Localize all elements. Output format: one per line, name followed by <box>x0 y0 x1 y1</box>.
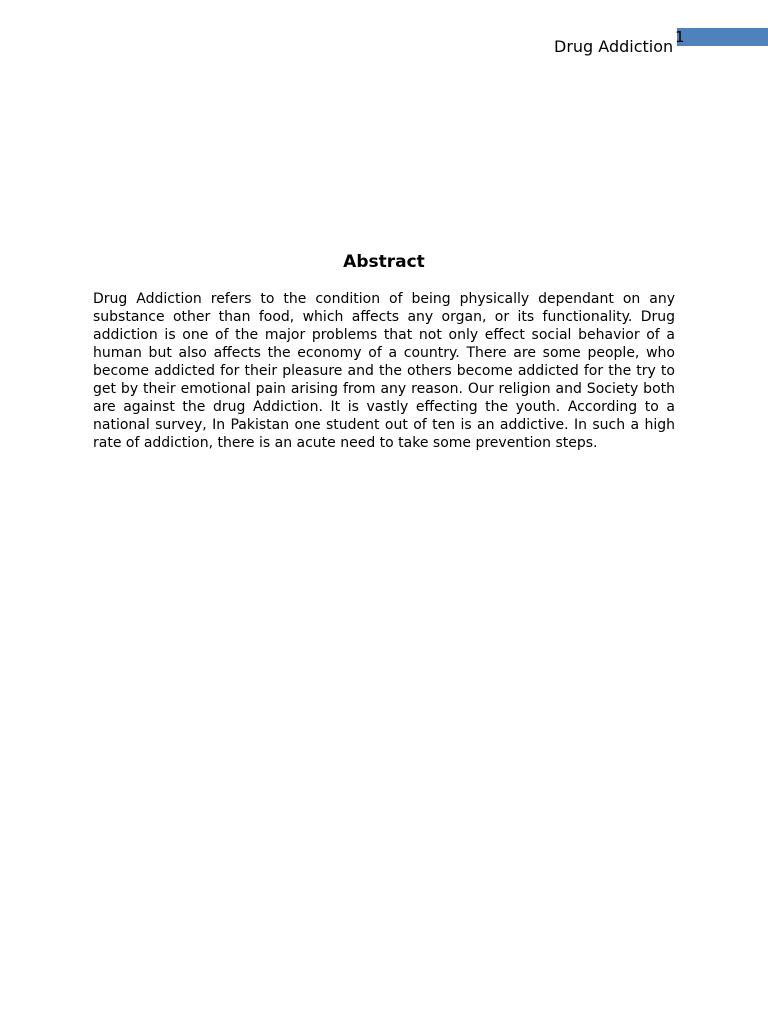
abstract-heading: Abstract <box>343 252 425 272</box>
page-number: 1 <box>675 28 685 46</box>
header-accent-bar <box>677 28 768 46</box>
abstract-body: Drug Addiction refers to the condition of being physically dependant on any substance other than food, which affects any organ, or its functionality. Drug addiction is one of the major problems that not only effect social behavior of a human but also affects the economy of a country. There are some people, who become addicted for their pleasure and the others become addicted for the try to get by their emotional pain arising from any reason. Our religion and Society both are against the drug Addiction. It is vastly effecting the youth. According to a national survey, In Pakistan one student out of ten is an addictive. In such a high rate of addiction, there is an acute need to take some prevention steps. <box>93 291 675 451</box>
header-title: Drug Addiction <box>554 37 674 56</box>
